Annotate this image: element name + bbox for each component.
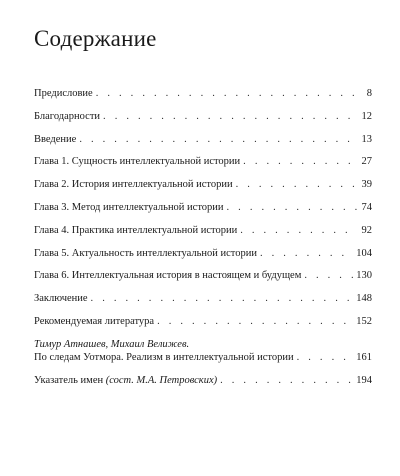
appendix-entry[interactable] xyxy=(34,338,372,365)
index-entry-label: Указатель имен xyxy=(34,374,106,386)
toc-entry-label: Глава 6. Интеллектуальная история в настоящем и будущем xyxy=(34,270,302,282)
toc-entry[interactable] xyxy=(34,110,372,124)
dot-leader xyxy=(240,224,357,238)
toc-entry[interactable] xyxy=(34,155,372,169)
toc-entry-label: Глава 3. Метод интеллектуальной истории xyxy=(34,201,224,213)
toc-entry-page: 12 xyxy=(361,110,372,122)
toc-entry[interactable] xyxy=(34,87,372,101)
toc-entry-page: 148 xyxy=(356,293,372,305)
toc-entry-page: 130 xyxy=(356,270,372,282)
toc-entry[interactable] xyxy=(34,315,372,329)
dot-leader xyxy=(260,247,353,261)
toc-entry-label: Заключение xyxy=(34,293,88,305)
toc-entry-page: 74 xyxy=(361,201,372,213)
toc-entry-page: 39 xyxy=(361,179,372,191)
index-entry-note: (сост. М.А. Петровских) xyxy=(105,374,218,386)
toc-entry-label: Глава 2. История интеллектуальной истории xyxy=(34,179,233,191)
toc-entry-label: Предисловие xyxy=(34,88,93,99)
dot-leader xyxy=(220,374,353,388)
table-of-contents xyxy=(34,87,372,396)
dot-leader xyxy=(297,351,354,365)
index-entry[interactable] xyxy=(34,374,372,388)
toc-entry-page: 27 xyxy=(361,156,372,168)
toc-entry[interactable] xyxy=(34,201,372,215)
index-entry-page: 194 xyxy=(356,374,372,386)
dot-leader xyxy=(91,292,354,306)
toc-entry-label: Введение xyxy=(34,133,77,145)
toc-entry[interactable] xyxy=(34,247,372,261)
toc-entry[interactable] xyxy=(34,292,372,306)
toc-entry-label: Рекомендуемая литература xyxy=(34,315,155,327)
dot-leader xyxy=(157,315,353,329)
toc-entry-page: 104 xyxy=(356,247,372,259)
appendix-authors: Тимур Атнашев, Михаил Велижев. xyxy=(34,338,190,350)
appendix-title: По следам Уотмора. Реализм в интеллектуальной истории xyxy=(34,351,294,363)
toc-entry-label: Благодарности xyxy=(34,110,101,122)
toc-entry-page: 152 xyxy=(356,315,372,327)
toc-entry-label: Глава 4. Практика интеллектуальной истории xyxy=(34,224,238,236)
toc-entry-page: 13 xyxy=(361,133,372,145)
toc-entry[interactable] xyxy=(34,133,372,147)
toc-entry[interactable] xyxy=(34,178,372,192)
dot-leader xyxy=(243,155,357,169)
dot-leader xyxy=(103,110,357,124)
toc-entry[interactable] xyxy=(34,224,372,238)
toc-entry-label: Глава 5. Актуальность интеллектуальной истории xyxy=(34,247,257,259)
dot-leader xyxy=(227,201,357,215)
dot-leader xyxy=(236,178,357,192)
dot-leader xyxy=(96,87,357,101)
toc-entry-page: 92 xyxy=(361,224,372,236)
page-title: Содержание xyxy=(34,26,157,51)
toc-entry-page: 8 xyxy=(366,88,372,99)
toc-entry-label: Глава 1. Сущность интеллектуальной истории xyxy=(34,156,241,168)
appendix-page: 161 xyxy=(356,351,372,363)
dot-leader xyxy=(304,269,353,283)
dot-leader xyxy=(79,133,357,147)
toc-entry[interactable] xyxy=(34,269,372,283)
